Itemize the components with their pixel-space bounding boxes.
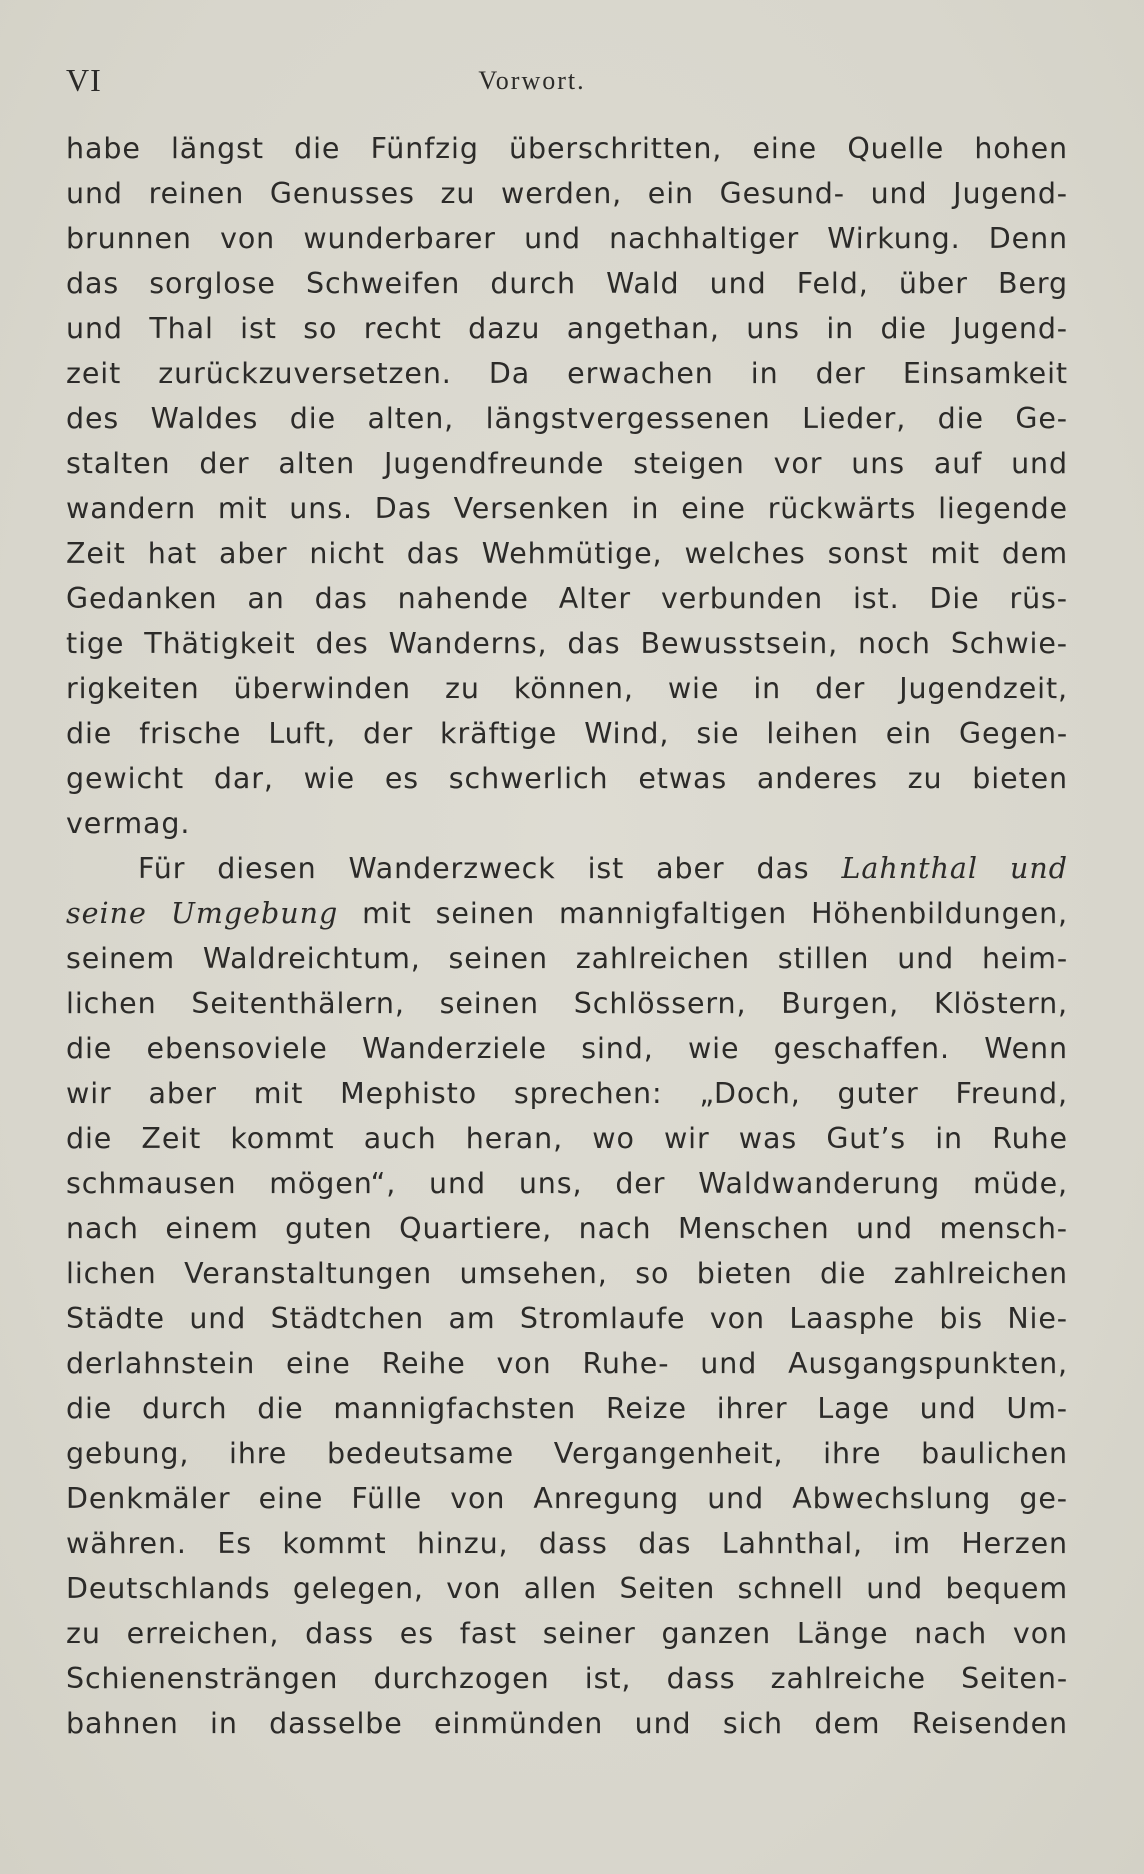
text-line: und Thal ist so recht dazu angethan, uns in die Jugend- bbox=[66, 312, 1068, 345]
text-line: die Zeit kommt auch heran, wo wir was Gut’s in Ruhe bbox=[66, 1122, 1068, 1155]
text-line bbox=[66, 891, 1068, 936]
text-line: tige Thätigkeit des Wanderns, das Bewusstsein, noch Schwie- bbox=[66, 627, 1068, 660]
body-text bbox=[66, 126, 1068, 1746]
emphasis-title: seine Umgebung bbox=[66, 897, 339, 930]
text-segment: Für diesen Wanderzweck ist aber das bbox=[138, 852, 842, 885]
text-line: das sorglose Schweifen durch Wald und Feld, über Berg bbox=[66, 267, 1068, 300]
text-line: Zeit hat aber nicht das Wehmütige, welches sonst mit dem bbox=[66, 537, 1068, 570]
text-line: währen. Es kommt hinzu, dass das Lahnthal, im Herzen bbox=[66, 1527, 1068, 1560]
text-line: lichen Veranstaltungen umsehen, so bieten die zahlreichen bbox=[66, 1257, 1068, 1290]
text-line: schmausen mögen“, und uns, der Waldwanderung müde, bbox=[66, 1167, 1068, 1200]
text-line bbox=[66, 846, 1068, 891]
text-line: wandern mit uns. Das Versenken in eine rückwärts liegende bbox=[66, 492, 1068, 525]
text-line: zeit zurückzuversetzen. Da erwachen in der Einsamkeit bbox=[66, 357, 1068, 390]
text-line: wir aber mit Mephisto sprechen: „Doch, guter Freund, bbox=[66, 1077, 1068, 1110]
text-line: bahnen in dasselbe einmünden und sich dem Reisenden bbox=[66, 1707, 1068, 1740]
text-line: Städte und Städtchen am Stromlaufe von Laasphe bis Nie- bbox=[66, 1302, 1068, 1335]
text-line: zu erreichen, dass es fast seiner ganzen Länge nach von bbox=[66, 1617, 1068, 1650]
text-line: brunnen von wunderbarer und nachhaltiger Wirkung. Denn bbox=[66, 222, 1068, 255]
text-line: habe längst die Fünfzig überschritten, eine Quelle hohen bbox=[66, 132, 1068, 165]
text-line: Gedanken an das nahende Alter verbunden ist. Die rüs- bbox=[66, 582, 1068, 615]
text-line: stalten der alten Jugendfreunde steigen vor uns auf und bbox=[66, 447, 1068, 480]
text-line: gebung, ihre bedeutsame Vergangenheit, ihre baulichen bbox=[66, 1437, 1068, 1470]
text-segment: mit seinen mannigfaltigen Höhenbildungen, bbox=[338, 897, 1068, 930]
text-line: und reinen Genusses zu werden, ein Gesund- und Jugend- bbox=[66, 177, 1068, 210]
text-line: nach einem guten Quartiere, nach Menschen und mensch- bbox=[66, 1212, 1068, 1245]
text-line: vermag. bbox=[66, 807, 191, 840]
text-line: Denkmäler eine Fülle von Anregung und Abwechslung ge- bbox=[66, 1482, 1068, 1515]
text-line: derlahnstein eine Reihe von Ruhe- und Ausgangspunkten, bbox=[66, 1347, 1068, 1380]
text-line: die ebensoviele Wanderziele sind, wie geschaffen. Wenn bbox=[66, 1032, 1068, 1065]
emphasis-title: Lahnthal und bbox=[841, 852, 1069, 885]
text-line: die frische Luft, der kräftige Wind, sie leihen ein Gegen- bbox=[66, 717, 1068, 750]
text-line: rigkeiten überwinden zu können, wie in der Jugendzeit, bbox=[66, 672, 1068, 705]
text-line: Deutschlands gelegen, von allen Seiten schnell und bequem bbox=[66, 1572, 1068, 1605]
page-number: VI bbox=[66, 62, 102, 98]
text-line: lichen Seitenthälern, seinen Schlössern, Burgen, Klöstern, bbox=[66, 987, 1068, 1020]
running-head: Vorwort. bbox=[478, 66, 586, 95]
text-line: des Waldes die alten, längstvergessenen Lieder, die Ge- bbox=[66, 402, 1068, 435]
text-line: gewicht dar, wie es schwerlich etwas anderes zu bieten bbox=[66, 762, 1068, 795]
text-line: die durch die mannigfachsten Reize ihrer Lage und Um- bbox=[66, 1392, 1068, 1425]
text-line: Schienensträngen durchzogen ist, dass zahlreiche Seiten- bbox=[66, 1662, 1068, 1695]
page-header bbox=[66, 62, 1068, 102]
text-line: seinem Waldreichtum, seinen zahlreichen stillen und heim- bbox=[66, 942, 1068, 975]
